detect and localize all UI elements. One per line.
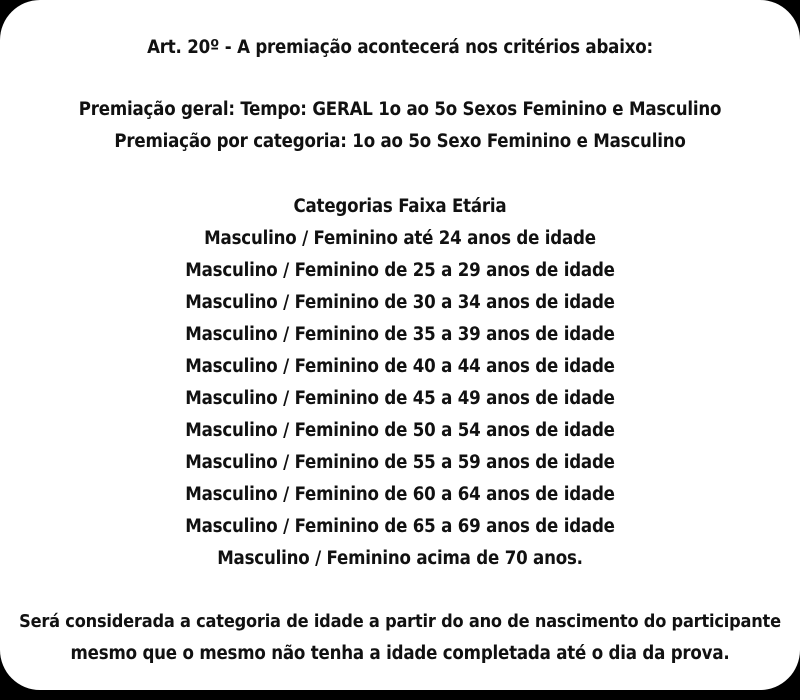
category-item: Masculino / Feminino até 24 anos de idade (204, 228, 596, 249)
category-item: Masculino / Feminino de 25 a 29 anos de idade (185, 260, 615, 281)
category-item: Masculino / Feminino de 65 a 69 anos de idade (185, 516, 615, 537)
general-award-text: Premiação geral: Tempo: GERAL 1o ao 5o Sexos Feminino e Masculino (78, 99, 722, 120)
category-item: Masculino / Feminino de 60 a 64 anos de idade (185, 484, 615, 505)
category-item: Masculino / Feminino de 45 a 49 anos de idade (185, 388, 615, 409)
categories-heading: Categorias Faixa Etária (293, 196, 507, 217)
category-item: Masculino / Feminino de 35 a 39 anos de idade (185, 324, 615, 345)
article-title: Art. 20º - A premiação acontecerá nos critérios abaixo: (147, 37, 653, 58)
note-line-2: mesmo que o mesmo não tenha a idade completada até o dia da prova. (70, 643, 730, 664)
category-item: Masculino / Feminino de 30 a 34 anos de idade (185, 292, 615, 313)
category-item: Masculino / Feminino de 50 a 54 anos de idade (185, 420, 615, 441)
category-item: Masculino / Feminino de 55 a 59 anos de idade (185, 452, 615, 473)
note-line-1: Será considerada a categoria de idade a partir do ano de nascimento do participante (19, 611, 781, 632)
category-item: Masculino / Feminino de 40 a 44 anos de idade (185, 356, 615, 377)
category-award-text: Premiação por categoria: 1o ao 5o Sexo Feminino e Masculino (114, 131, 686, 152)
category-item: Masculino / Feminino acima de 70 anos. (217, 548, 583, 569)
